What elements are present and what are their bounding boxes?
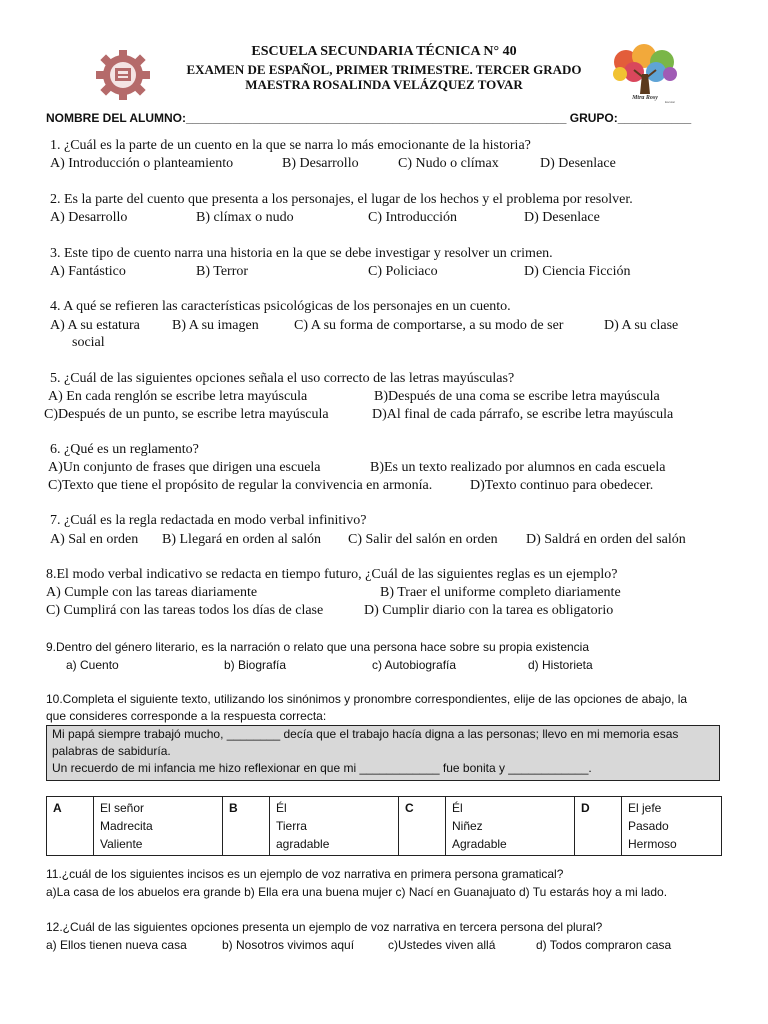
q10-option-words [94, 797, 223, 856]
q6-option-b: B)Es un texto realizado por alumnos en cada escuela [370, 460, 666, 475]
exam-title: EXAMEN DE ESPAÑOL, PRIMER TRIMESTRE. TERCER GRADO [186, 62, 582, 77]
q1-option-c: C) Nudo o clímax [398, 156, 499, 171]
q3-option-b: B) Terror [196, 264, 249, 279]
q2-option-c: C) Introducción [368, 210, 458, 225]
q6-option-a: A)Un conjunto de frases que dirigen una escuela [48, 460, 321, 475]
q10-option-label: D [575, 797, 622, 856]
q8-option-b: B) Traer el uniforme completo diariamente [380, 585, 621, 600]
question-1: 1. ¿Cuál es la parte de un cuento en la que se narra lo más emocionante de la historia? [50, 138, 531, 153]
q10-options-table [46, 796, 722, 856]
q7-option-c: C) Salir del salón en orden [348, 532, 498, 547]
q9-option-d: d) Historieta [528, 658, 593, 672]
q1-option-d: D) Desenlace [540, 156, 616, 171]
q1-option-b: B) Desarrollo [282, 156, 359, 171]
q10-word: Él [452, 801, 463, 815]
tree-logo-text: Mtra Rosy [632, 95, 658, 101]
q3-option-c: C) Policiaco [368, 264, 438, 279]
q8-option-c: C) Cumplirá con las tareas todos los días de clase [46, 603, 324, 618]
q12-option-a: a) Ellos tienen nueva casa [46, 938, 187, 952]
q1-option-a: A) Introducción o planteamiento [50, 156, 234, 171]
q10-box-line-3: Un recuerdo de mi infancia me hizo reflexionar en que mi ____________ fue bonita y ____________. [52, 761, 592, 775]
q7-option-a: A) Sal en orden [50, 532, 139, 547]
q10-word: El jefe [628, 801, 662, 815]
q10-word: Hermoso [628, 837, 677, 851]
q2-option-d: D) Desenlace [524, 210, 600, 225]
q9-option-b: b) Biografía [224, 658, 287, 672]
question-7: 7. ¿Cuál es la regla redactada en modo verbal infinitivo? [50, 513, 367, 528]
question-10: 10.Completa el siguiente texto, utilizando los sinónimos y pronombre correspondientes, elije de las opciones de abajo, la [46, 692, 688, 706]
question-11: 11.¿cuál de los siguientes incisos es un ejemplo de voz narrativa en primera persona gramatical? [46, 867, 564, 881]
q10-word: Agradable [452, 837, 507, 851]
q4-option-c: C) A su forma de comportarse, a su modo de ser [294, 318, 564, 333]
q10-option-words [270, 797, 399, 856]
student-name-line: NOMBRE DEL ALUMNO:_________________________________________________________ GRUPO:___________ [46, 111, 692, 125]
q7-option-d: D) Saldrá en orden del salón [526, 532, 686, 547]
q10-option-label: B [223, 797, 270, 856]
q10-word: El señor [100, 801, 145, 815]
q10-box-line-2: palabras de sabiduría. [52, 744, 171, 758]
q10-word: Niñez [452, 819, 483, 833]
q8-option-a: A) Cumple con las tareas diariamente [46, 585, 258, 600]
question-4: 4. A qué se refieren las características psicológicas de los personajes en un cuento. [50, 299, 511, 314]
q10-word: Pasado [628, 819, 669, 833]
q4-option-a-continued: social [72, 335, 105, 350]
question-5: 5. ¿Cuál de las siguientes opciones señala el uso correcto de las letras mayúsculas? [50, 371, 515, 386]
q10-word: agradable [276, 837, 330, 851]
question-2: 2. Es la parte del cuento que presenta a los personajes, el lugar de los hechos y el problema por resolver. [50, 192, 633, 207]
q10-word: Valiente [100, 837, 143, 851]
q12-option-c: c)Ustedes viven allá [388, 938, 496, 952]
teacher-name: MAESTRA ROSALINDA VELÁZQUEZ TOVAR [245, 77, 523, 92]
q8-option-d: D) Cumplir diario con la tarea es obligatorio [364, 603, 614, 618]
q3-option-d: D) Ciencia Ficción [524, 264, 631, 279]
q2-option-b: B) clímax o nudo [196, 210, 294, 225]
q6-option-d: D)Texto continuo para obedecer. [470, 478, 654, 493]
question-12: 12.¿Cuál de las siguientes opciones presenta un ejemplo de voz narrativa en tercera persona del plural? [46, 920, 603, 934]
q10-fill-in-text-box [46, 725, 720, 781]
q5-option-b: B)Después de una coma se escribe letra mayúscula [374, 389, 660, 404]
q4-option-a: A) A su estatura [50, 318, 140, 333]
question-6: 6. ¿Qué es un reglamento? [50, 442, 199, 457]
school-name: ESCUELA SECUNDARIA TÉCNICA N° 40 [251, 44, 517, 59]
q10-word: Madrecita [100, 819, 153, 833]
q9-option-a: a) Cuento [66, 658, 119, 672]
question-9: 9.Dentro del género literario, es la narración o relato que una persona hace sobre su propia existencia [46, 640, 589, 654]
q10-box-line-1: Mi papá siempre trabajó mucho, ________ decía que el trabajo hacía digna a las personas; llevo en mi memoria esas [52, 727, 679, 741]
q4-option-b: B) A su imagen [172, 318, 259, 333]
question-8: 8.El modo verbal indicativo se redacta en tiempo futuro, ¿Cuál de las siguientes reglas es un ejemplo? [46, 567, 618, 582]
q10-option-words [622, 797, 722, 856]
tree-logo-subtext: Escolar [664, 100, 676, 104]
q4-option-d: D) A su clase [604, 318, 679, 333]
q5-option-a: A) En cada renglón se escribe letra mayúscula [48, 389, 308, 404]
q5-option-c: C)Después de un punto, se escribe letra mayúscula [44, 407, 329, 422]
q10-word: Tierra [276, 819, 307, 833]
q12-option-d: d) Todos compraron casa [536, 938, 672, 952]
q2-option-a: A) Desarrollo [50, 210, 128, 225]
q10-option-label: A [47, 797, 94, 856]
q9-option-c: c) Autobiografía [372, 658, 457, 672]
question-3: 3. Este tipo de cuento narra una historia en la que se debe investigar y resolver un crimen. [50, 246, 553, 261]
q11-options: a)La casa de los abuelos era grande b) Ella era una buena mujer c) Nací en Guanajuato d) Tu estarás hoy a mi lado. [46, 885, 668, 899]
q12-option-b: b) Nosotros vivimos aquí [222, 938, 355, 952]
q7-option-b: B) Llegará en orden al salón [162, 532, 321, 547]
q10-option-words [446, 797, 575, 856]
q3-option-a: A) Fantástico [50, 264, 126, 279]
q10-option-label: C [399, 797, 446, 856]
q5-option-d: D)Al final de cada párrafo, se escribe letra mayúscula [372, 407, 674, 422]
q10-word: Él [276, 801, 287, 815]
question-10-line2: que consideres corresponde a la respuesta correcta: [46, 709, 327, 723]
q6-option-c: C)Texto que tiene el propósito de regular la convivencia en armonía. [48, 478, 433, 493]
